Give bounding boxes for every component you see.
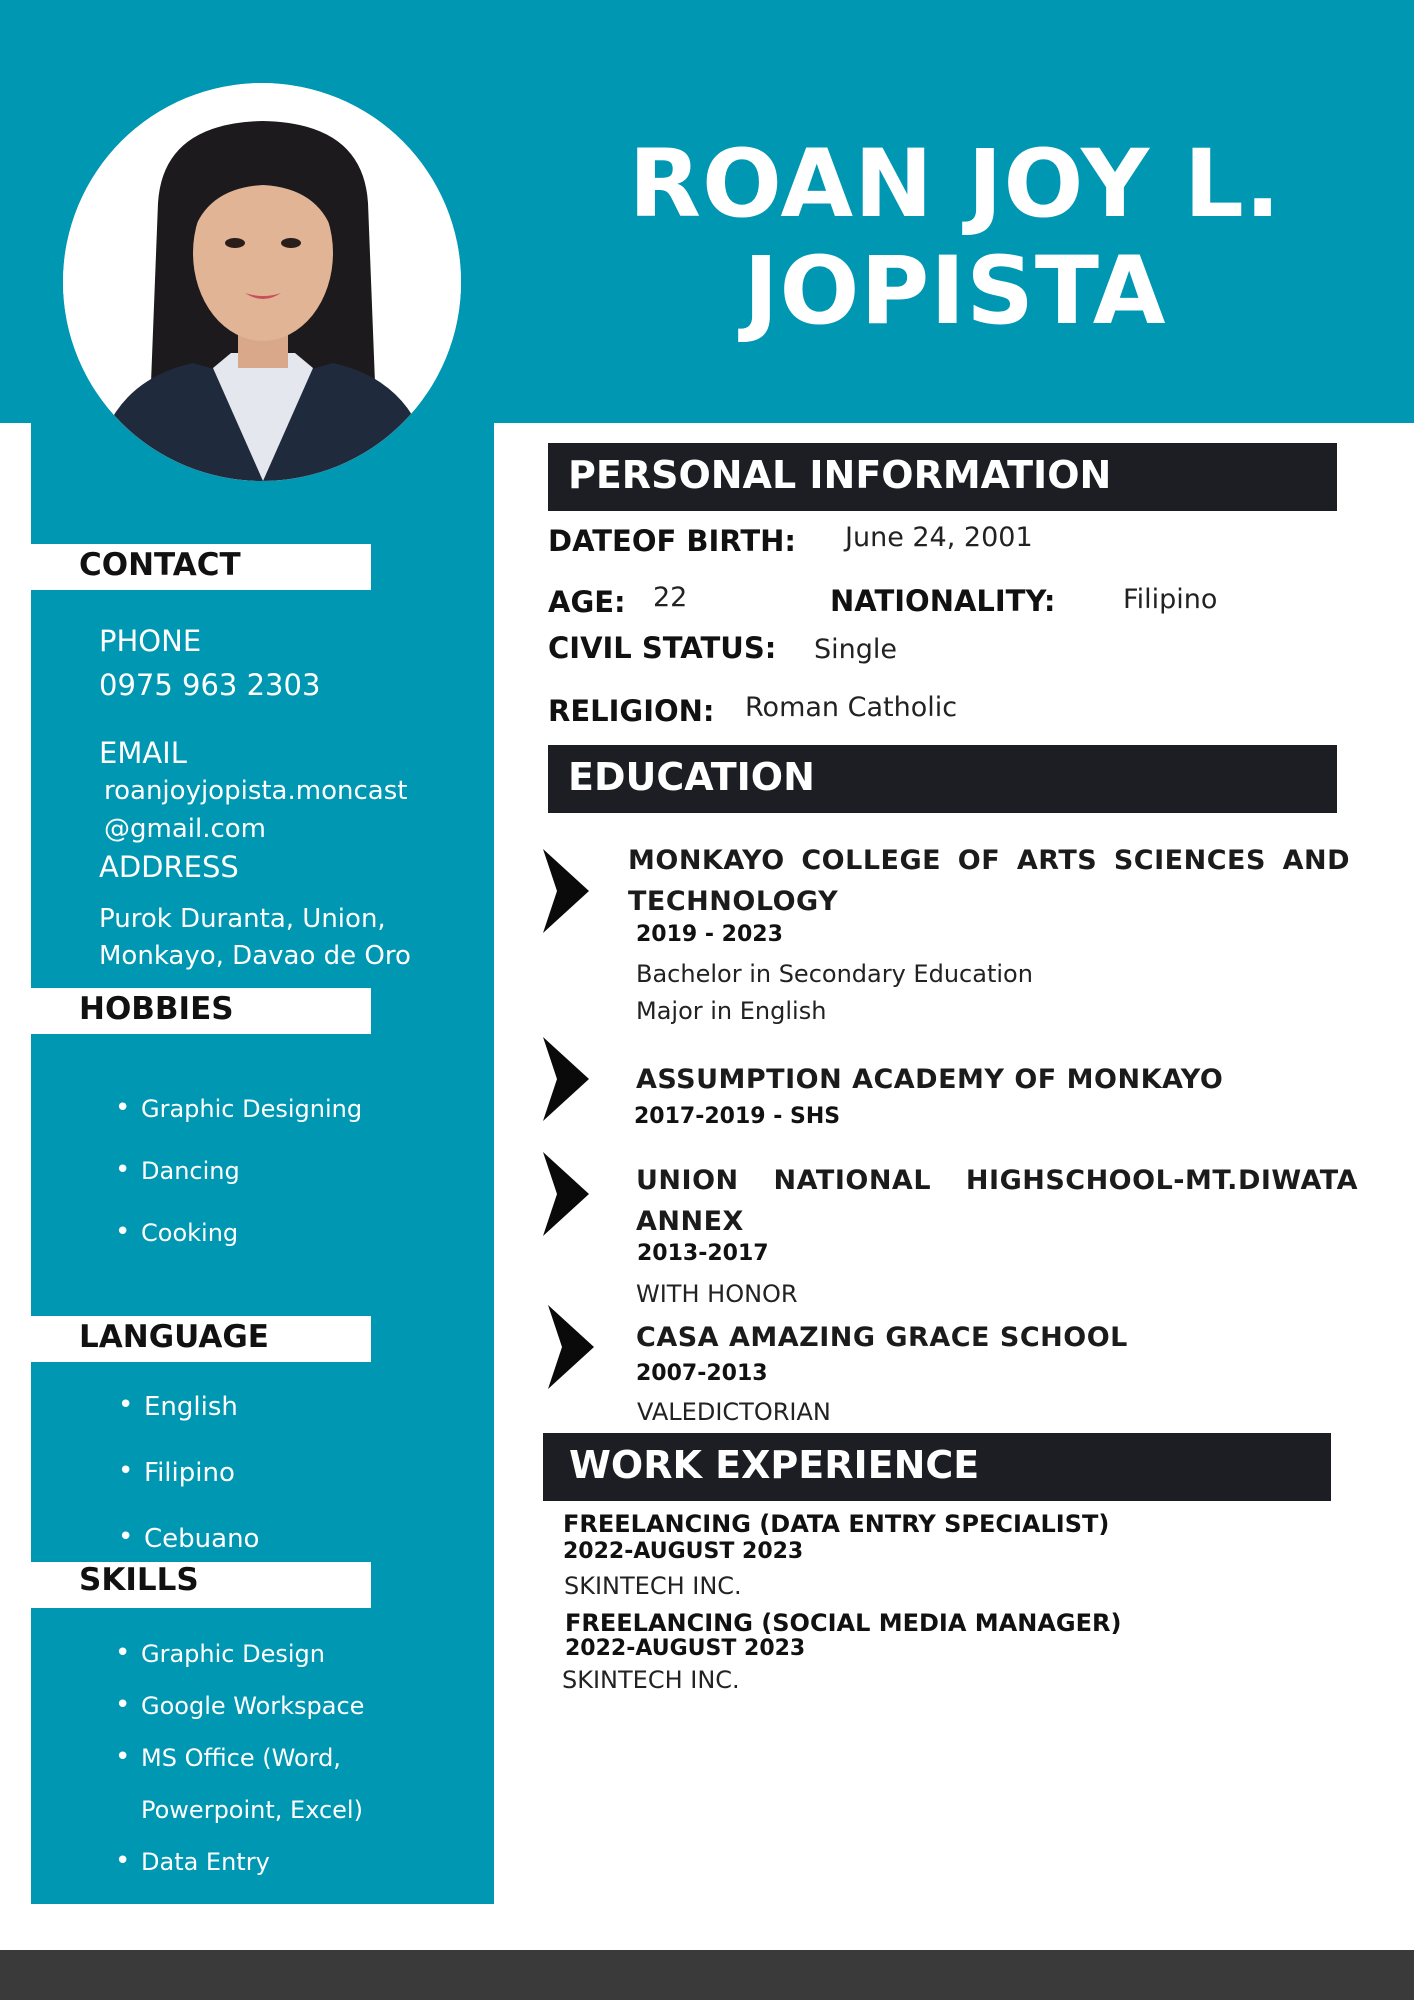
work-period: 2022-AUGUST 2023 xyxy=(565,1636,806,1661)
hobby-item: • Cooking xyxy=(141,1219,238,1247)
education-school: ASSUMPTION ACADEMY OF MONKAYO xyxy=(636,1064,1224,1095)
language-item: • Cebuano xyxy=(144,1524,259,1554)
chevron-right-icon xyxy=(548,1305,594,1389)
education-school: CASA AMAZING GRACE SCHOOL xyxy=(636,1322,1128,1353)
profile-portrait-icon xyxy=(63,83,461,481)
work-company: SKINTECH INC. xyxy=(564,1572,742,1600)
skills-heading: SKILLS xyxy=(31,1562,371,1608)
email-value-line-1: roanjoyjopista.moncast xyxy=(104,776,408,806)
skill-item: • MS Office (Word, xyxy=(141,1744,341,1772)
hobby-item: • Dancing xyxy=(141,1157,240,1185)
language-heading: LANGUAGE xyxy=(31,1316,371,1362)
chevron-right-icon xyxy=(543,849,589,933)
hobby-item: • Graphic Designing xyxy=(141,1095,362,1123)
address-label: ADDRESS xyxy=(99,850,239,884)
education-years: 2013-2017 xyxy=(637,1241,769,1266)
email-label: EMAIL xyxy=(99,736,187,770)
education-detail: VALEDICTORIAN xyxy=(637,1398,831,1426)
name-line-2: JOPISTA xyxy=(743,237,1167,346)
religion-label: RELIGION: xyxy=(548,694,715,728)
age-label: AGE: xyxy=(548,585,626,619)
education-detail: WITH HONOR xyxy=(636,1280,798,1308)
footer-bar xyxy=(0,1950,1414,2000)
contact-heading: CONTACT xyxy=(31,544,371,590)
address-line-2: Monkayo, Davao de Oro xyxy=(99,941,411,971)
skill-item-continued: Powerpoint, Excel) xyxy=(141,1796,363,1824)
education-years: 2007-2013 xyxy=(636,1361,768,1386)
profile-photo xyxy=(63,83,461,481)
work-period: 2022-AUGUST 2023 xyxy=(563,1539,804,1564)
chevron-right-icon xyxy=(543,1037,589,1121)
phone-label: PHONE xyxy=(99,624,202,658)
work-company: SKINTECH INC. xyxy=(562,1666,740,1694)
dob-value: June 24, 2001 xyxy=(845,522,1033,553)
skill-item: • Graphic Design xyxy=(141,1640,325,1668)
education-years: 2017-2019 - SHS xyxy=(634,1104,841,1129)
skill-item: • Data Entry xyxy=(141,1848,270,1876)
language-item: • Filipino xyxy=(144,1458,235,1488)
education-years: 2019 - 2023 xyxy=(636,922,783,947)
civil-status-label: CIVIL STATUS: xyxy=(548,631,777,665)
address-line-1: Purok Duranta, Union, xyxy=(99,904,386,934)
education-detail: Bachelor in Secondary Education xyxy=(636,960,1033,988)
education-detail: Major in English xyxy=(636,997,827,1025)
personal-info-heading: PERSONAL INFORMATION xyxy=(548,443,1337,511)
education-school: UNION NATIONAL HIGHSCHOOL-MT.DIWATA ANNEX xyxy=(636,1165,1358,1237)
chevron-right-icon xyxy=(543,1152,589,1236)
language-item: • English xyxy=(144,1392,238,1422)
dob-label: DATEOF BIRTH: xyxy=(548,524,796,558)
age-value: 22 xyxy=(653,582,688,613)
education-heading: EDUCATION xyxy=(548,745,1337,813)
nationality-label: NATIONALITY: xyxy=(830,584,1056,618)
skill-item: • Google Workspace xyxy=(141,1692,364,1720)
work-experience-heading: WORK EXPERIENCE xyxy=(543,1433,1331,1501)
work-role: FREELANCING (SOCIAL MEDIA MANAGER) xyxy=(565,1609,1122,1637)
religion-value: Roman Catholic xyxy=(745,692,958,723)
education-school: MONKAYO COLLEGE OF ARTS SCIENCES AND TECHNOLOGY xyxy=(628,845,1350,917)
email-value-line-2: @gmail.com xyxy=(104,814,267,844)
nationality-value: Filipino xyxy=(1123,584,1218,615)
name-line-1: ROAN JOY L. xyxy=(628,130,1282,239)
phone-value: 0975 963 2303 xyxy=(99,668,321,702)
civil-status-value: Single xyxy=(814,634,898,665)
hobbies-heading: HOBBIES xyxy=(31,988,371,1034)
work-role: FREELANCING (DATA ENTRY SPECIALIST) xyxy=(563,1510,1110,1538)
